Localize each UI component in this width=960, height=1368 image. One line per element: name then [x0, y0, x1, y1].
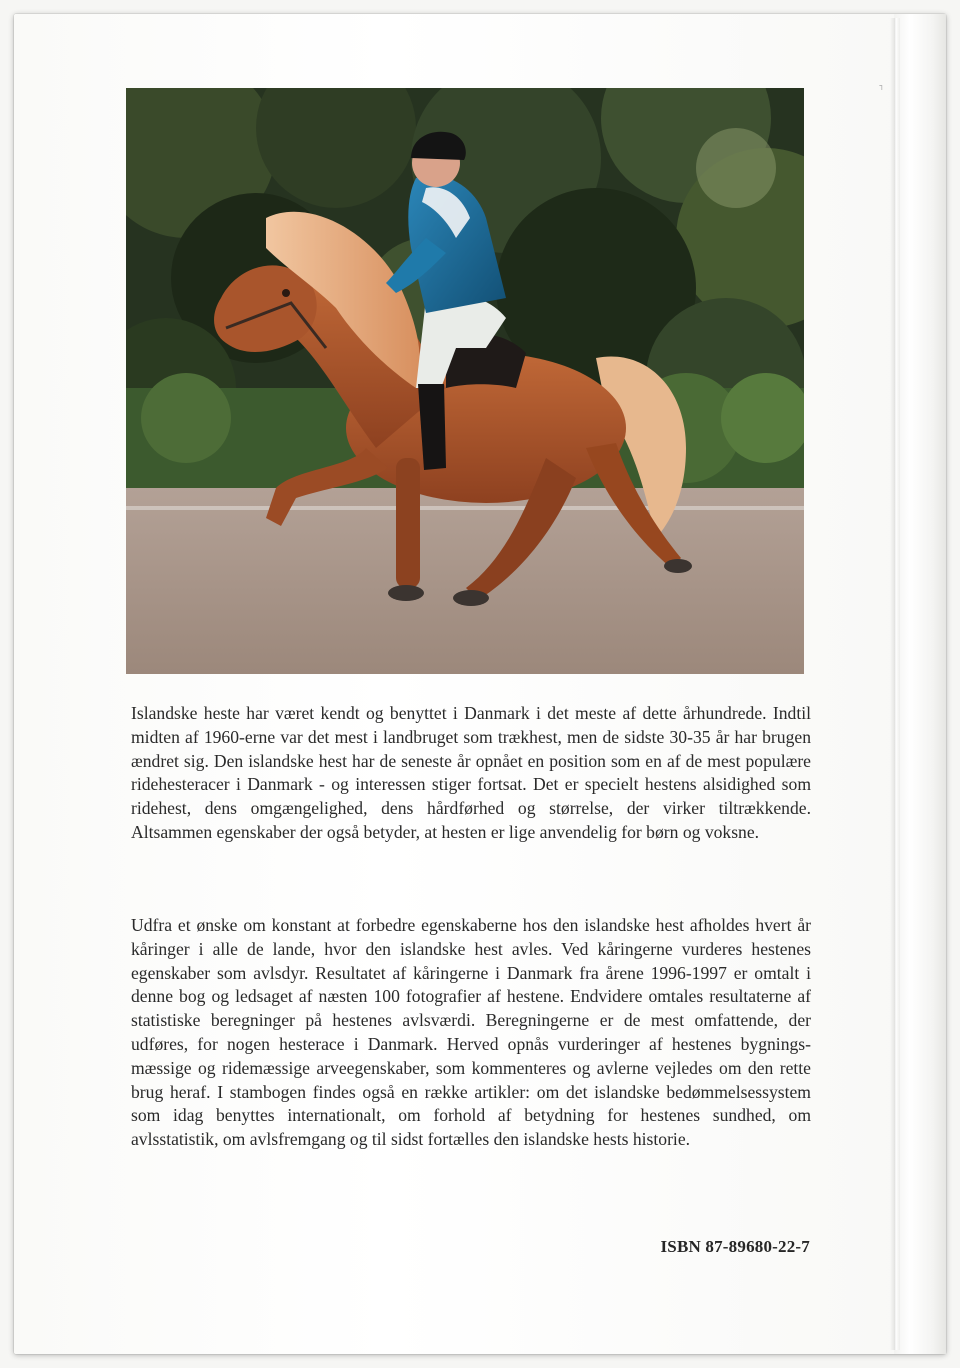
cover-photo: [126, 88, 804, 674]
isbn-label: ISBN 87-89680-22-7: [660, 1237, 810, 1256]
corner-mark: ⌐: [875, 84, 887, 91]
blurb-paragraph-1: Islandske heste har været kendt og benyttet i Danmark i det meste af dette århundrede. Indtil midten af 1960-erne var det mest i landbruget som trækhest, men de sidste 30-35 år har brugen ændret sig. Den islandske hest har de seneste år opnået en position som en af de mest populære ridehesteracer i Danmark - og interessen stiger fortsat. Det er specielt hestens alsidighed som ridehest, dens omgængelighed, dens hårdførhed og størrelse, der virker tiltrækkende. Altsammen egenskaber der også betyder, at hesten er lige anvendelig for børn og voksne.: [131, 703, 811, 842]
spine-hinge: [890, 18, 900, 1350]
book-spine: [894, 14, 946, 1354]
horse-rider-illustration: [126, 88, 804, 674]
horse-foreleg: [396, 458, 420, 588]
blurb-paragraph-2: Udfra et ønske om konstant at forbedre egenskaberne hos den islandske hest afholdes hvert år kåringer i alle de lande, hvor den islandske hest avles. Ved kåringerne vurderes hestenes egenskaber som avlsdyr. Resultatet af kåringerne i Danmark fra årene 1996-1997 er omtalt i denne bog og ledsaget af næsten 100 fotografier af hestene. Endvidere omtales resultaterne af statistiske beregninger på hestenes avlsværdi. Beregningerne er de mest omfattende, der udføres, for nogen hesterace i Danmark. Herved opnås vurderinger af hestenes bygnings-mæssige og ridemæssige arveegenskaber, som kommenteres og avlerne vejledes om den rette brug heraf. I stambogen findes også en række artikler: om det islandske bedømmelsessystem som idag benyttes internationalt, om forhold af betydning for hestenes sundhed, om avlsstatistik, om avlsfremgang og til sidst fortælles den islandske hests historie.: [131, 915, 811, 1150]
track: [126, 488, 804, 674]
book-back-cover: [14, 14, 946, 1354]
